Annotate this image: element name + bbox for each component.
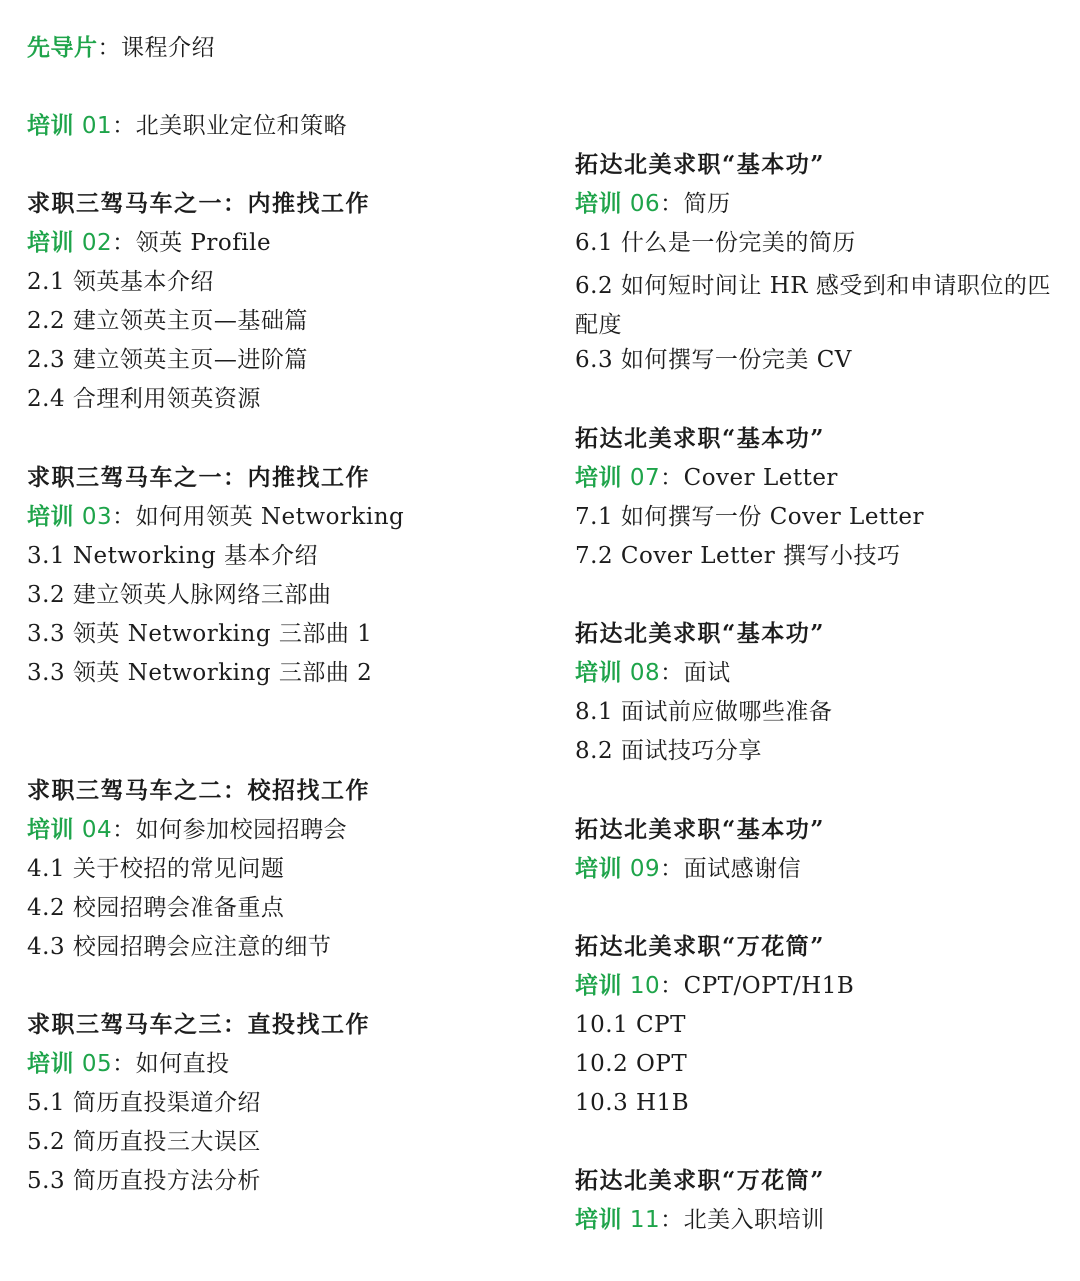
- training-colon: ：: [660, 1207, 684, 1233]
- training-title: 如何参加校园招聘会: [135, 817, 348, 843]
- training-number: 07: [629, 465, 661, 491]
- training-title: 面试: [683, 660, 731, 686]
- list-item: 5.2 简历直投三大误区: [27, 1129, 261, 1155]
- training-colon: ：: [660, 660, 684, 686]
- training-label: 培训: [575, 465, 622, 491]
- training-04-line: [27, 815, 347, 845]
- list-item: 4.3 校园招聘会应注意的细节: [27, 934, 332, 960]
- training-label: 培训: [575, 1207, 622, 1233]
- list-item: 3.2 建立领英人脉网络三部曲: [27, 582, 332, 608]
- list-item: 3.3 领英 Networking 三部曲 2: [27, 660, 373, 686]
- training-label: 培训: [575, 660, 622, 686]
- training-title: 如何直投: [135, 1051, 230, 1077]
- training-08-line: [575, 658, 731, 688]
- training-07-line: [575, 463, 838, 493]
- section-heading: 求职三驾马车之三：直投找工作: [27, 1011, 370, 1038]
- training-colon: ：: [660, 973, 684, 999]
- training-title: 面试感谢信: [683, 856, 802, 882]
- list-item: 5.3 简历直投方法分析: [27, 1168, 261, 1194]
- list-item: 10.1 CPT: [575, 1012, 686, 1038]
- intro-colon: ：: [97, 35, 121, 61]
- training-title: 领英 Profile: [135, 230, 272, 256]
- list-item: 2.2 建立领英主页—基础篇: [27, 308, 308, 334]
- list-item: 7.2 Cover Letter 撰写小技巧: [575, 543, 901, 569]
- training-number: 10: [629, 973, 661, 999]
- training-number: 04: [81, 817, 113, 843]
- training-label: 培训: [27, 230, 74, 256]
- training-05-line: [27, 1049, 230, 1079]
- training-colon: ：: [112, 504, 136, 530]
- list-item: 2.1 领英基本介绍: [27, 269, 214, 295]
- list-item: 8.2 面试技巧分享: [575, 738, 762, 764]
- list-item: 3.1 Networking 基本介绍: [27, 543, 319, 569]
- training-01-line: [27, 111, 347, 141]
- list-item: 7.1 如何撰写一份 Cover Letter: [575, 504, 925, 530]
- training-number: 03: [81, 504, 113, 530]
- training-title: 北美入职培训: [683, 1207, 825, 1233]
- section-heading: 拓达北美求职“万花筒”: [575, 933, 825, 960]
- training-colon: ：: [660, 191, 684, 217]
- training-03-line: [27, 502, 404, 532]
- training-number: 09: [629, 856, 661, 882]
- training-09-line: [575, 854, 801, 884]
- list-item: 4.2 校园招聘会准备重点: [27, 895, 285, 921]
- list-item: 8.1 面试前应做哪些准备: [575, 699, 833, 725]
- training-colon: ：: [112, 113, 136, 139]
- training-10-line: [575, 971, 854, 1001]
- training-label: 培训: [27, 817, 74, 843]
- training-number: 11: [629, 1207, 661, 1233]
- section-heading: 拓达北美求职“基本功”: [575, 816, 825, 843]
- section-heading: 拓达北美求职“基本功”: [575, 620, 825, 647]
- section-heading: 求职三驾马车之二：校招找工作: [27, 777, 370, 804]
- list-item: 6.1 什么是一份完美的简历: [575, 230, 856, 256]
- list-item: 6.2 如何短时间让 HR 感受到和申请职位的匹配度: [575, 273, 1051, 338]
- training-number: 02: [81, 230, 113, 256]
- section-heading: 求职三驾马车之一：内推找工作: [27, 190, 370, 217]
- training-number: 01: [81, 113, 113, 139]
- training-title: 简历: [683, 191, 731, 217]
- training-colon: ：: [660, 856, 684, 882]
- training-colon: ：: [112, 817, 136, 843]
- training-colon: ：: [660, 465, 684, 491]
- section-heading: 拓达北美求职“基本功”: [575, 425, 825, 452]
- list-item: 10.2 OPT: [575, 1051, 688, 1077]
- training-02-line: [27, 228, 271, 258]
- training-title: Cover Letter: [683, 465, 838, 491]
- training-number: 06: [629, 191, 661, 217]
- section-heading: 拓达北美求职“万花筒”: [575, 1167, 825, 1194]
- section-heading: 求职三驾马车之一：内推找工作: [27, 464, 370, 491]
- list-item: 4.1 关于校招的常见问题: [27, 856, 285, 882]
- list-item: 6.3 如何撰写一份完美 CV: [575, 347, 852, 373]
- training-title: 如何用领英 Networking: [135, 504, 405, 530]
- list-item: 10.3 H1B: [575, 1090, 690, 1116]
- training-colon: ：: [112, 1051, 136, 1077]
- training-title: 北美职业定位和策略: [135, 113, 348, 139]
- training-label: 培训: [575, 191, 622, 217]
- training-label: 培训: [27, 113, 74, 139]
- training-label: 培训: [27, 1051, 74, 1077]
- list-item: 3.3 领英 Networking 三部曲 1: [27, 621, 373, 647]
- training-06-line: [575, 189, 731, 219]
- training-label: 培训: [27, 504, 74, 530]
- training-label: 培训: [575, 973, 622, 999]
- section-heading: 拓达北美求职“基本功”: [575, 151, 825, 178]
- training-title: CPT/OPT/H1B: [683, 973, 855, 999]
- list-item: 5.1 简历直投渠道介绍: [27, 1090, 261, 1116]
- training-colon: ：: [112, 230, 136, 256]
- training-number: 05: [81, 1051, 113, 1077]
- intro-title: 课程介绍: [121, 35, 215, 61]
- intro-label: 先导片: [27, 35, 98, 61]
- training-number: 08: [629, 660, 661, 686]
- intro-line: [27, 33, 215, 63]
- list-item: 2.4 合理利用领英资源: [27, 386, 261, 412]
- training-11-line: [575, 1205, 825, 1235]
- training-label: 培训: [575, 856, 622, 882]
- list-item: 2.3 建立领英主页—进阶篇: [27, 347, 308, 373]
